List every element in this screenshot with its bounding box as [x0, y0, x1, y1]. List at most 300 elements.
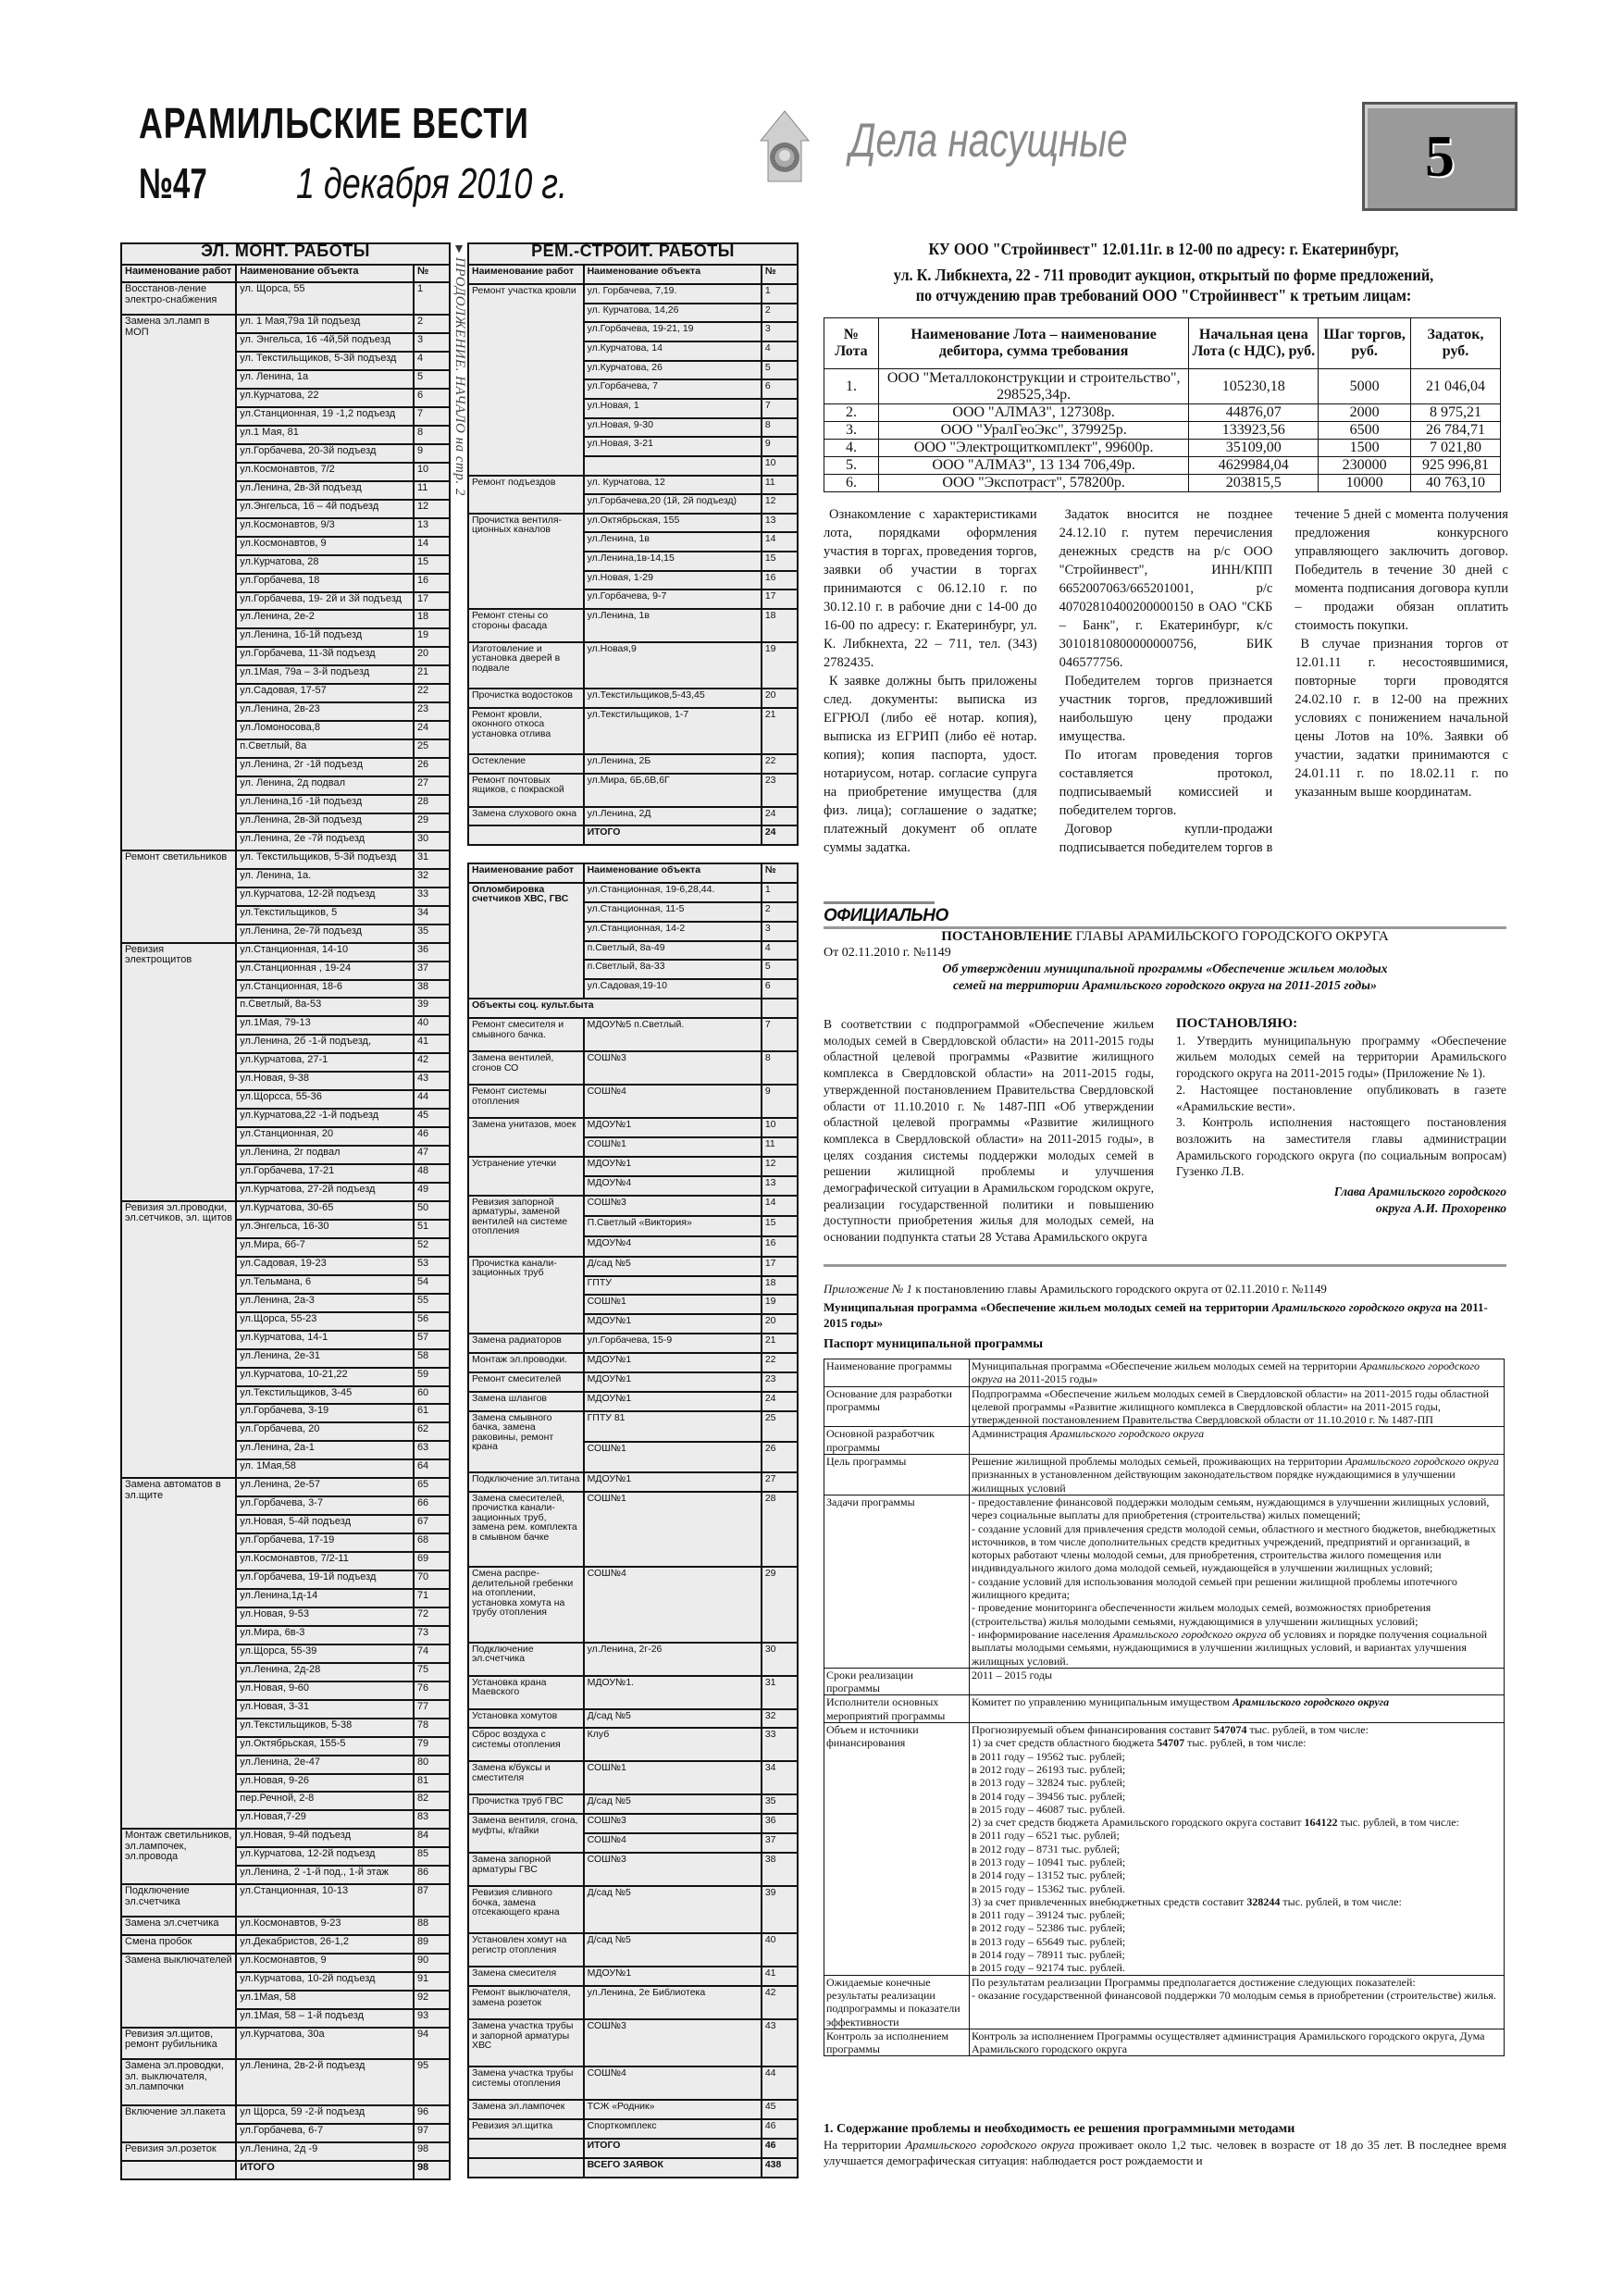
object-address: МДОУ№1 — [584, 1118, 762, 1137]
passport-row — [824, 2029, 1505, 2056]
table-row — [121, 943, 450, 962]
object-address: ул.Курчатова, 12-2й подъезд — [236, 1847, 414, 1866]
object-address: ул.Тельмана, 6 — [236, 1275, 414, 1294]
work-type: Замена запорной арматуры ГВС — [468, 1853, 584, 1886]
object-address: МДОУ№4 — [584, 1176, 762, 1196]
lot-name: ООО "АЛМАЗ", 13 134 706,49р. — [878, 457, 1188, 475]
row-number: 23 — [414, 702, 450, 721]
object-address: ул.Текстильщиков, 1-7 — [584, 708, 762, 755]
work-type: Остекление — [468, 754, 584, 774]
passport-value — [970, 1427, 1505, 1455]
object-address: ул.Горбачева, 19- 2й и 3й подъезд — [236, 592, 414, 611]
row-number: 17 — [762, 1257, 798, 1276]
row-number: 73 — [414, 1626, 450, 1644]
object-address: ул.Горбачева, 6-7 — [236, 2124, 414, 2142]
row-number: 4 — [414, 352, 450, 370]
object-address: МДОУ№1. — [584, 1676, 762, 1709]
text-run: 547074 — [1213, 1723, 1247, 1737]
table-row — [121, 1935, 450, 1954]
work-type: Замена участка трубы и запорной арматуры ХВС — [468, 2019, 584, 2066]
row-number: 62 — [414, 1422, 450, 1441]
table-row — [468, 708, 798, 755]
signature: Глава Арамильского городского — [1333, 1185, 1506, 1199]
table-row — [121, 1201, 450, 1220]
header-row — [468, 863, 798, 883]
passport-field: Цель программы — [824, 1455, 970, 1496]
object-address: ул.Ленина, 2е-47 — [236, 1756, 414, 1774]
object-address: ул.Щорсса, 55-36 — [236, 1090, 414, 1109]
table-row — [121, 1917, 450, 1935]
start-price: 133923,56 — [1189, 422, 1319, 440]
table-row — [121, 2059, 450, 2105]
row-number: 36 — [414, 943, 450, 962]
object-address: СОШ№3 — [584, 1814, 762, 1833]
row-number: 55 — [414, 1294, 450, 1312]
work-type: Опломбировка счетчиков ХВС, ГВС — [468, 883, 584, 999]
object-address — [584, 456, 762, 476]
auction-title-line: ул. К. Либкнехта, 22 - 711 проводит аукцион, открытый по форме предложений, — [893, 266, 1434, 284]
row-number: 17 — [414, 592, 450, 611]
work-type: Ремонт выключателя, замена розеток — [468, 1986, 584, 2019]
auction-terms — [824, 505, 1508, 894]
row-number: 26 — [414, 758, 450, 776]
auction-lots-table — [824, 317, 1501, 492]
row-number: 11 — [762, 1137, 798, 1157]
text-run: тыс. рублей, в том числе: 1) за счет средств областного бюджета — [972, 1723, 1369, 1750]
auction-title-line: КУ ООО "Стройинвест" 12.01.11г. в 12-00 по адресу: г. Екатеринбург, — [928, 240, 1399, 258]
object-address: ул.Мира, 6Б,6В,6Г — [584, 774, 762, 807]
bid-step: 10000 — [1319, 475, 1411, 492]
total-label: ИТОГО — [236, 2161, 414, 2179]
table-row — [468, 1967, 798, 1986]
divider — [824, 1264, 1506, 1267]
row-number: 9 — [414, 444, 450, 463]
object-address: ул.Новая, 1-29 — [584, 571, 762, 590]
work-type: Смена распре-делительной гребенки на отоплении, установка хомута на трубу отопления — [468, 1567, 584, 1642]
lot-number: 6. — [824, 475, 879, 492]
lot-row — [824, 457, 1501, 475]
object-address: Д/сад №5 — [584, 1257, 762, 1276]
text-run: Контроль за исполнением Программы осуществляет администрация Арамильского городского округа, Дума Арамильского городского округа — [972, 2029, 1485, 2056]
object-address: ул.Щорса, 55-39 — [236, 1644, 414, 1663]
work-type: Установлен хомут на регистр отопления — [468, 1933, 584, 1967]
row-number: 78 — [414, 1719, 450, 1737]
lot-row — [824, 440, 1501, 457]
object-address: ул.Станционная, 14-2 — [584, 922, 762, 941]
table-row — [468, 642, 798, 689]
object-address: ул.Курчатова,22 -1-й подъезд — [236, 1109, 414, 1127]
object-address: п.Светлый, 8а-53 — [236, 998, 414, 1016]
object-address: Д/сад №5 — [584, 1709, 762, 1729]
object-address: ул.Садовая, 19-23 — [236, 1257, 414, 1275]
start-price: 203815,5 — [1189, 475, 1319, 492]
object-address: ул.Садовая, 17-57 — [236, 684, 414, 702]
column-header: № Лота — [824, 318, 879, 369]
text-run: тыс. рублей, в том числе: в 2011 году – 6521 тыс. рублей; в 2012 году – 8731 тыс. рублей; в 2013 году – 10941 тыс. рублей; в 2014 году – 13152 тыс. рублей; в 2015 году – 15362 тыс. рублей. 3) за счет привлеченных внебюджетных средств составит — [972, 1816, 1459, 1908]
object-address: ул Щорса, 59 -2-й подъезд — [236, 2105, 414, 2124]
object-address: ул.Новая, 1 — [584, 399, 762, 418]
total-row — [468, 825, 798, 845]
column-header: Наименование работ — [468, 863, 584, 883]
header-row — [468, 265, 798, 284]
row-number: 65 — [414, 1478, 450, 1496]
object-address: ул.Новая,9 — [584, 642, 762, 689]
row-number: 5 — [414, 370, 450, 389]
start-price: 4629984,04 — [1189, 457, 1319, 475]
object-address: ул.Горбачева, 7 — [584, 379, 762, 399]
row-number: 6 — [414, 389, 450, 407]
resolution-body — [824, 1016, 1506, 1247]
row-number: 49 — [414, 1183, 450, 1201]
row-number: 25 — [762, 1411, 798, 1442]
column-header: Задаток, руб. — [1411, 318, 1501, 369]
auction-paragraph: Задаток вносится не позднее 24.12.10 г. путем перечисления денежных средств на р/с ООО "Стройинвест", ИНН/КПП 6652007063/665201001, р/с 40702810400200000150 в ОАО "СКБ – Банк", г. Екатеринбург, к/с 30101810800000000756, БИК 046577756. — [1059, 507, 1273, 670]
passport-row — [824, 1723, 1505, 1976]
start-price: 44876,07 — [1189, 404, 1319, 422]
object-address: ул.Ленина, 2а-1 — [236, 1441, 414, 1459]
work-type: Ремонт стены со стороны фасада — [468, 609, 584, 642]
auction-paragraph: Победителем торгов признается участник торгов, предложивший наибольшую цену продажи имущества. — [1059, 674, 1273, 744]
resolution-point: 1. Утвердить муниципальную программу «Обеспечение жильем молодых семей на территории Арамильского городского округа на 2011-2015 годы» (Приложение № 1). — [1176, 1033, 1506, 1081]
page-number: 5 — [1425, 123, 1455, 189]
object-address: ул.1Мая, 79-13 — [236, 1016, 414, 1035]
row-number: 82 — [414, 1792, 450, 1810]
work-type: Замена к/буксы и сместителя — [468, 1761, 584, 1794]
table-row — [468, 514, 798, 533]
work-type: Подключение эл.титана — [468, 1472, 584, 1492]
text-run: проживает около 1,2 тыс. человек в возрасте от 18 до 35 лет. В последнее время улучшается демографическая ситуация: наблюдается рост рождаемости и — [824, 2138, 1507, 2167]
object-address: Д/сад №5 — [584, 1794, 762, 1814]
object-address: ул.Энгельса, 16-30 — [236, 1220, 414, 1238]
table-row — [468, 284, 798, 304]
continuation-note — [451, 242, 467, 613]
table-title-row — [468, 243, 798, 265]
lot-number: 1. — [824, 369, 879, 404]
row-number: 17 — [762, 590, 798, 609]
object-address: МДОУ№1 — [584, 1472, 762, 1492]
bid-step: 6500 — [1319, 422, 1411, 440]
row-number: 24 — [414, 721, 450, 739]
table-title-row — [121, 243, 450, 265]
auction-paragraph: В случае признания торгов от 12.01.11 г. несостоявшимися, повторные торги проводятся 24.02.10 г. в 12-00 на прежних условиях с понижением начальной цены Лотов на 10%. Заявки об участии, задатки принимаются с 24.01.11 г. по 18.02.11 г. по указанным выше координатам. — [1295, 637, 1508, 800]
row-number: 67 — [414, 1515, 450, 1533]
row-number: 31 — [414, 850, 450, 869]
row-number: 68 — [414, 1533, 450, 1552]
object-address: ул.Горбачева, 3-7 — [236, 1496, 414, 1515]
object-address: Клуб — [584, 1728, 762, 1761]
text-run: По результатам реализации Программы предполагается достижение следующих показателей: - оказание государственной финансовой поддержки 70 молодым семья в приобретении (строительстве) жилья. — [972, 1975, 1496, 2002]
row-number: 44 — [414, 1090, 450, 1109]
passport-value — [970, 1359, 1505, 1387]
work-type: Замена выключателей — [121, 1954, 236, 2028]
total-value: 98 — [414, 2161, 450, 2179]
row-number: 37 — [414, 962, 450, 980]
lot-name: ООО "УралГеоЭкс", 379925р. — [878, 422, 1188, 440]
section-1-text — [824, 2137, 1506, 2168]
row-number: 20 — [762, 689, 798, 708]
row-number: 21 — [762, 1334, 798, 1353]
object-address: ул.Ленина, 2б -1-й подъезд, — [236, 1035, 414, 1053]
object-address: ул.Ленина, 1б-1й подъезд — [236, 628, 414, 647]
table-row — [468, 609, 798, 642]
deposit: 40 763,10 — [1411, 475, 1501, 492]
table-row — [468, 1334, 798, 1353]
object-address: ул.Ленина, 2г -1й подъезд — [236, 758, 414, 776]
table-title: ЭЛ. МОНТ. РАБОТЫ — [121, 243, 450, 265]
text-run: Приложение № 1 — [824, 1282, 913, 1296]
row-number: 84 — [414, 1829, 450, 1847]
object-address: ул.Курчатова, 27-2й подъезд — [236, 1183, 414, 1201]
object-address: Спорткомплекс — [584, 2119, 762, 2139]
object-address: ул.Новая,7-29 — [236, 1810, 414, 1829]
row-number: 74 — [414, 1644, 450, 1663]
object-address: СОШ№4 — [584, 1833, 762, 1853]
object-address: ул.Текстильщиков,5-43,45 — [584, 689, 762, 708]
work-type: Монтаж светильников, эл.лампочек, эл.провода — [121, 1829, 236, 1884]
row-number: 23 — [762, 1372, 798, 1392]
text-run: признанных в установленном действующим законодательством порядке нуждающимися в улучшении жилищных условий — [972, 1468, 1456, 1495]
row-number: 5 — [762, 960, 798, 979]
object-address: ул.Новая, 9-26 — [236, 1774, 414, 1793]
start-price: 105230,18 — [1189, 369, 1319, 404]
table-row — [468, 1353, 798, 1372]
passport-field: Основание для разработки программы — [824, 1386, 970, 1427]
passport-row — [824, 1975, 1505, 2029]
object-address: ул.Станционная, 20 — [236, 1127, 414, 1146]
object-address: ул.Горбачева, 9-7 — [584, 590, 762, 609]
deposit: 925 996,81 — [1411, 457, 1501, 475]
row-number: 54 — [414, 1275, 450, 1294]
work-type: Прочистка труб ГВС — [468, 1794, 584, 1814]
row-number: 28 — [414, 795, 450, 813]
object-address: ул. Текстильщиков, 5-3й подъезд — [236, 352, 414, 370]
object-address: ул.Горбачева, 20 — [236, 1422, 414, 1441]
resolution-preamble: В соответствии с подпрограммой «Обеспечение жильем молодых семей в Свердловской области» на 2011-2015 годы областной целевой программы «Развитие жилищного комплекса в Свердловской области» на 2011-2015 годы, утвержденной постановлением Правительства Свердловской области от 11.10.2010 г. № 1487-ПП «Об утверждении областной целевой программы «Развитие жилищного комплекса в Свердловской области» на 2011-2015 годы», в целях создания системы поддержки молодых семей в решении жилищной проблемы и улучшения демографической ситуации в Арамильском городском округе, реализации государственной политики и повышению доступности приобретения жилья для молодых семей, на основании подпункта статьи 28 Устава Арамильского округа — [824, 1017, 1154, 1245]
row-number: 59 — [414, 1368, 450, 1386]
table-row — [468, 1728, 798, 1761]
object-address: ул.Космонавтов, 9 — [236, 537, 414, 555]
row-number: 22 — [762, 754, 798, 774]
header-row — [824, 318, 1501, 369]
passport-title: Паспорт муниципальной программы — [824, 1337, 1044, 1351]
auction-title-line: по отчуждению прав требований ООО "Стройинвест" к третьим лицам: — [915, 286, 1412, 304]
row-number: 21 — [762, 708, 798, 755]
passport-field: Основной разработчик программы — [824, 1427, 970, 1455]
object-address: ул.Текстильщиков, 5 — [236, 906, 414, 925]
object-address: ул.Новая, 9-60 — [236, 1682, 414, 1700]
row-number: 57 — [414, 1331, 450, 1349]
row-number: 52 — [414, 1238, 450, 1257]
text-run: Муниципальная программа «Обеспечение жильем молодых семей на территории — [824, 1300, 1272, 1314]
table-row — [468, 1257, 798, 1276]
object-address: СОШ№1 — [584, 1761, 762, 1794]
total-value: 46 — [762, 2139, 798, 2158]
table-row — [468, 1794, 798, 1814]
row-number: 32 — [762, 1709, 798, 1729]
row-number: 25 — [414, 739, 450, 758]
object-address: ул. Курчатова, 12 — [584, 476, 762, 495]
object-address: ул. 1Мая,58 — [236, 1459, 414, 1478]
row-number: 2 — [762, 902, 798, 922]
deposit: 7 021,80 — [1411, 440, 1501, 457]
object-address: Д/сад №5 — [584, 1886, 762, 1933]
work-type: Замена участка трубы системы отопления — [468, 2066, 584, 2100]
program-title — [824, 1299, 1506, 1331]
object-address: ул.Ленина, 2е-7й подъезд — [236, 925, 414, 943]
row-number: 9 — [762, 1085, 798, 1118]
row-number: 75 — [414, 1663, 450, 1682]
work-type: Ревизия эл.щитов, ремонт рубильника — [121, 2028, 236, 2060]
table-row — [468, 2119, 798, 2139]
row-number: 20 — [762, 1314, 798, 1334]
row-number: 46 — [762, 2119, 798, 2139]
column-header: Наименование объекта — [236, 265, 414, 283]
auction-title — [819, 239, 1508, 305]
object-address: ул.Горбачева, 18 — [236, 574, 414, 592]
object-address: ул.Горбачева, 11-3й подъезд — [236, 647, 414, 665]
object-address: ул.Горбачева, 19-1й подъезд — [236, 1570, 414, 1589]
work-type: Ремонт смесителя и смывного бачка. — [468, 1018, 584, 1051]
object-address: ул.Новая, 3-21 — [584, 437, 762, 456]
work-type: Ревизия эл.проводки, эл.сетчиков, эл. щитов — [121, 1201, 236, 1478]
table-row — [468, 1392, 798, 1411]
row-number: 80 — [414, 1756, 450, 1774]
passport-row — [824, 1668, 1505, 1695]
object-address: МДОУ№1 — [584, 1392, 762, 1411]
work-type: Ревизия эл.розеток — [121, 2142, 236, 2161]
table-row — [121, 1478, 450, 1496]
text-run: 2011 – 2015 годы — [972, 1668, 1052, 1682]
object-address: ул.Ленина, 2г-26 — [584, 1643, 762, 1676]
object-address: СОШ№3 — [584, 1196, 762, 1216]
text-run: Подпрограмма «Обеспечение жильем молодых семей в Свердловской области» на 2011-2015 годы областной целевой программы «Развитие жилищного комплекса в Свердловской области» на 2011-2015 годы, утвержденной постановлением Правительства Свердловской области от 11.10.2010 г. № 1487-ПП — [972, 1386, 1490, 1427]
row-number: 29 — [414, 813, 450, 832]
object-address: СОШ№3 — [584, 1853, 762, 1886]
table-row — [468, 1761, 798, 1794]
row-number: 43 — [762, 2019, 798, 2066]
deposit: 21 046,04 — [1411, 369, 1501, 404]
row-number: 18 — [414, 610, 450, 628]
object-address: ул. Курчатова, 14,26 — [584, 304, 762, 323]
row-number: 33 — [762, 1728, 798, 1761]
object-address: ул.Курчатова, 10-2й подъезд — [236, 1972, 414, 1991]
object-address: ул. Энгельса, 16 -4й,5й подъезд — [236, 333, 414, 352]
object-address: ул.Садовая,19-10 — [584, 979, 762, 999]
row-number: 16 — [762, 1236, 798, 1257]
object-address: ул.Космонавтов, 9-23 — [236, 1917, 414, 1935]
row-number: 34 — [762, 1761, 798, 1794]
lot-name: ООО "Экспотраст", 578200р. — [878, 475, 1188, 492]
program-passport-table — [824, 1359, 1505, 2056]
appendix-header — [824, 1281, 1506, 1352]
lot-name: ООО "Металлоконструкции и строительство", 298525,34р. — [878, 369, 1188, 404]
resolution-point: 3. Контроль исполнения настоящего постановления возложить на заместителя главы администрации Арамильского городского округа (по социальным вопросам) Гузенко Л.В. — [1176, 1115, 1506, 1179]
object-address: ул.Ленина, 2Д — [584, 807, 762, 826]
object-address: МДОУ№5 п.Светлый. — [584, 1018, 762, 1051]
table-row — [468, 1643, 798, 1676]
row-number: 39 — [414, 998, 450, 1016]
object-address: ул.Ломоносова,8 — [236, 721, 414, 739]
section-rubric: Дела насущные — [849, 114, 1128, 168]
row-number: 22 — [762, 1353, 798, 1372]
table-row — [468, 807, 798, 826]
row-number: 31 — [762, 1676, 798, 1709]
column-header: Наименование объекта — [584, 863, 762, 883]
row-number: 7 — [762, 399, 798, 418]
row-number: 10 — [762, 1118, 798, 1137]
row-number: 7 — [414, 407, 450, 426]
row-number: 5 — [762, 361, 798, 380]
continuation-text: ПРОДОЛЖЕНИЕ. НАЧАЛО на стр. 2 — [452, 257, 467, 496]
object-address: ул.Новая, 9-4й подъезд — [236, 1829, 414, 1847]
table-row — [468, 1196, 798, 1216]
object-address: ул.Ленина, 1в — [584, 532, 762, 552]
passport-field: Ожидаемые конечные результаты реализации подпрограммы и показатели эффективности — [824, 1975, 970, 2029]
work-type: Подключение эл.счетчика — [468, 1643, 584, 1676]
table-row — [468, 476, 798, 495]
object-address: ул.Ленина, 2Б — [584, 754, 762, 774]
row-number: 14 — [762, 1196, 798, 1216]
object-address: ул.Курчатова, 26 — [584, 361, 762, 380]
row-number: 87 — [414, 1884, 450, 1917]
object-address: ул.Станционная, 10-13 — [236, 1884, 414, 1917]
object-address: ул.Ленина, 2в-3й подъезд — [236, 481, 414, 500]
text-run: на 2011-2015 годы» — [1002, 1372, 1098, 1386]
row-number: 4 — [762, 941, 798, 961]
lot-row — [824, 369, 1501, 404]
row-number: 1 — [762, 284, 798, 304]
auction-paragraph: К заявке должны быть приложены след. документы: выписка из ЕГРЮЛ (либо её нотар. копия), выписка из ЕГРИП (либо её нотар. копия); копия паспорта, удост. нотариусом, нотар. согласие супруга на приобретение имущества (для физ. лица); соглашение о задатке; платежный документ об оплате суммы задатка. — [824, 674, 1037, 855]
work-type: Ревизия эл.щитка — [468, 2119, 584, 2139]
object-address: ул.Ленина, 2в-23 — [236, 702, 414, 721]
passport-value — [970, 1668, 1505, 1695]
work-type: Замена унитазов, моек — [468, 1118, 584, 1157]
object-address: ул.Курчатова, 22 — [236, 389, 414, 407]
object-address: ул.Горбачева,20 (1й, 2й подъезд) — [584, 494, 762, 514]
passport-value — [970, 1695, 1505, 1723]
passport-field: Сроки реализации программы — [824, 1668, 970, 1695]
object-address: ул.Ленина, 1в — [584, 609, 762, 642]
total-row — [468, 2139, 798, 2158]
table-row — [121, 1884, 450, 1917]
row-number: 15 — [414, 555, 450, 574]
object-address: ул.Ленина, 2е-2 — [236, 610, 414, 628]
object-address: ул.1Мая, 58 — [236, 1991, 414, 2009]
object-address: СОШ№3 — [584, 2019, 762, 2066]
work-type: Замена слухового окна — [468, 807, 584, 826]
resolution-decree: ПОСТАНОВЛЯЮ: — [1176, 1016, 1298, 1031]
text-run: Арамильского городского округа — [1271, 1300, 1442, 1314]
passport-row — [824, 1359, 1505, 1387]
row-number: 22 — [414, 684, 450, 702]
object-address: ул.Горбачева, 17-21 — [236, 1164, 414, 1183]
row-number: 28 — [762, 1492, 798, 1567]
row-number: 10 — [414, 463, 450, 481]
work-type: Прочистка водостоков — [468, 689, 584, 708]
object-address: ул.Горбачева, 15-9 — [584, 1334, 762, 1353]
table-row — [121, 1829, 450, 1847]
text-run: Решение жилищной проблемы молодых семьей, проживающих на территории — [972, 1455, 1345, 1469]
row-number: 13 — [762, 514, 798, 533]
object-address: МДОУ№1 — [584, 1314, 762, 1334]
text-run: Арамильского городского округа — [1232, 1695, 1390, 1709]
table-row — [468, 1814, 798, 1833]
object-address: ул.Горбачева, 17-19 — [236, 1533, 414, 1552]
object-address: СОШ№1 — [584, 1442, 762, 1472]
row-number: 29 — [762, 1567, 798, 1642]
object-address: ГПТУ 81 — [584, 1411, 762, 1442]
work-type: Ремонт системы отопления — [468, 1085, 584, 1118]
